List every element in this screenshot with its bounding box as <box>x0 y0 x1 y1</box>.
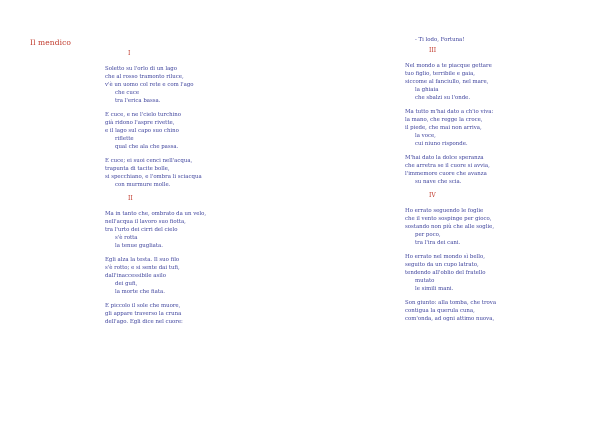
verse-line: che il vento sospinge per gioco, <box>405 216 492 222</box>
verse-line: riflette <box>115 136 134 142</box>
verse-line: nell'acqua il lavoro suo fiotta, <box>105 219 186 225</box>
verse-line: Ma tutto m'hai dato a ch'io viva: <box>405 109 494 115</box>
verse-line: si specchiano, e l'ombra li sciacqua <box>105 174 202 180</box>
verse-line: trapunta di tacite bolle, <box>105 166 170 172</box>
verse-line: Ho errato nel mondo sì bello, <box>405 254 485 260</box>
verse-line: contigua la querula cuna, <box>405 308 475 314</box>
verse-line: M'hai dato la dolce speranza <box>405 155 484 161</box>
section-heading-1: I <box>128 50 131 57</box>
stanza <box>105 302 305 326</box>
verse-line: dei gufi, <box>115 281 138 287</box>
verse-line: e il lago sul capo suo chino <box>105 128 179 134</box>
verse-line: la morte che fiata. <box>115 289 165 295</box>
section-heading-3: III <box>429 47 437 54</box>
verse-line: la ghiaia <box>415 87 439 93</box>
verse-line: E piccolo il sole che muore, <box>105 303 181 309</box>
stanza <box>105 65 305 105</box>
verse-line: cui niuno risponde. <box>415 141 468 147</box>
section-heading-4: IV <box>429 192 436 199</box>
verse-line: tuo figlio, terribile e gaia, <box>405 71 476 77</box>
verse-line: dall'inaccessibile asilo <box>105 273 166 279</box>
verse-line: mutato <box>415 278 435 284</box>
verse-line: Egli alza la testa. Il suo filo <box>105 257 180 263</box>
stanza <box>105 210 305 250</box>
verse-line: la tenue gugliata. <box>115 243 163 249</box>
stanza <box>405 253 585 293</box>
verse-line: che al rosso tramonto riluce, <box>105 74 184 80</box>
stanza <box>405 108 585 148</box>
verse-line: su nave che scia. <box>415 179 462 185</box>
verse-line: sostando non più che alle soglie, <box>405 224 495 230</box>
verse-line: gli appare traverso la cruna <box>105 311 182 317</box>
verse-line: le simili mani. <box>415 286 454 292</box>
verse-line: il piede, che mai non arriva, <box>405 125 482 131</box>
stanza <box>105 157 305 189</box>
verse-line: siccome al fanciullo, nel mare, <box>405 79 489 85</box>
epigraph: - Ti lodo, Fortuna! <box>415 37 465 43</box>
verse-line: già ridono l'aspre rivette, <box>105 120 175 126</box>
verse-line: Ho errato seguendo le foglie <box>405 208 484 214</box>
verse-line: tendendo all'oblio del fratello <box>405 270 486 276</box>
left-column <box>105 50 305 332</box>
verse-line: la voce, <box>415 133 436 139</box>
verse-line: seguito da un cupo latrato, <box>405 262 479 268</box>
verse-line: la mano, che regge la croce, <box>405 117 483 123</box>
verse-line: s'è rotto; e si sente dai tufi, <box>105 265 180 271</box>
verse-line: E cuce; ei suoi cenci nell'acqua, <box>105 158 193 164</box>
verse-line: tra l'ira dei cani. <box>415 240 461 246</box>
verse-line: l'immemore cuore che avanza <box>405 171 487 177</box>
verse-line: che sbalzi su l'onde. <box>415 95 471 101</box>
verse-line: Nel mondo a te piacque gettare <box>405 63 492 69</box>
verse-line: per poco, <box>415 232 441 238</box>
verse-line: che arretra se il cuore si avvia, <box>405 163 490 169</box>
verse-line: tra l'urto dei cirri del cielo <box>105 227 178 233</box>
verse-line: che cuce <box>115 90 140 96</box>
stanza <box>405 62 585 102</box>
verse-line: tra l'erica bassa. <box>115 98 161 104</box>
verse-line: E cuce, e ne l'cielo turchino <box>105 112 182 118</box>
verse-line: com'onda, ad ogni attimo nuova, <box>405 316 495 322</box>
verse-line: Son giunto: alla tomba, che trova <box>405 300 497 306</box>
verse-line: Ma in tanto che, ombrato da un velo, <box>105 211 207 217</box>
verse-line: s'è rotta <box>115 235 138 241</box>
stanza <box>105 256 305 296</box>
page-title: Il mendico <box>30 38 72 47</box>
verse-line: Soletto su l'orlo di un lago <box>105 66 177 72</box>
verse-line: v'è un uomo col rete e com l'ago <box>105 82 194 88</box>
stanza <box>405 154 585 186</box>
right-column <box>405 36 585 329</box>
stanza <box>405 207 585 247</box>
verse-line: dell'ago. Egli dice nel cuore: <box>105 319 183 325</box>
stanza <box>105 111 305 151</box>
stanza <box>405 299 585 323</box>
verse-line: qual che ala che passa. <box>115 144 179 150</box>
verse-line: con murmure molle. <box>115 182 171 188</box>
section-heading-2: II <box>128 195 133 202</box>
